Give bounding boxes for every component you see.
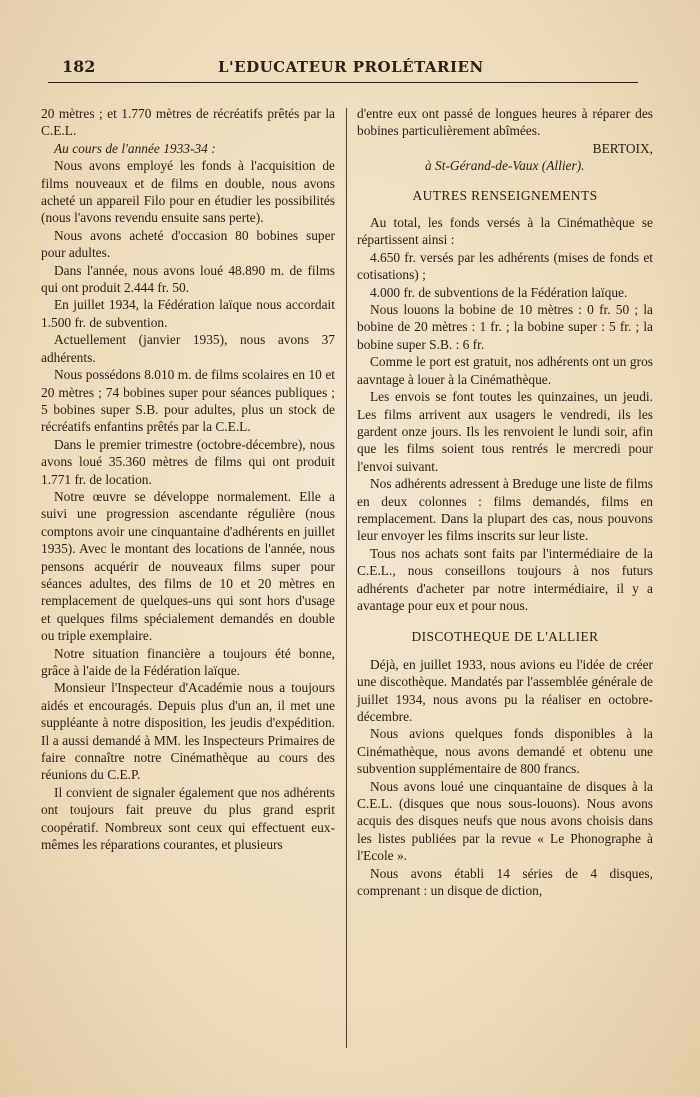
paragraph: d'entre eux ont passé de longues heures à réparer des bobines particulièrement abîmées.: [357, 106, 653, 139]
paragraph: Nous avons établi 14 séries de 4 disques, comprenant : un disque de diction,: [357, 865, 653, 899]
paragraph: Nous possédons 8.010 m. de films scolaires en 10 et 20 mètres ; 74 bobines super pour séances publiques ; 5 bobines super S.B. pour adultes, plus un stock de récréatifs enfantins prêtés par la C.E.L.: [41, 367, 335, 435]
section-title-autres-renseignements: AUTRES RENSEIGNEMENTS: [412, 187, 598, 203]
paragraph: En juillet 1934, la Fédération laïque nous accordait 1.500 fr. de subvention.: [41, 297, 335, 330]
paragraph: Notre œuvre se développe normalement. Elle a suivi une progression ascendante régulière (nous comptons avoir une cinquantaine d'adhérents en juillet 1935). Avec le montant des locations de l'année, nous pensons acquérir de nouveaux films super pour séances adultes, des films de 10 et 20 mètres en remplacement de quelques-uns qui sont hors d'usage et quelques films spécialement demandés en double ou triple exemplaire.: [41, 488, 335, 644]
paragraph: Comme le port est gratuit, nos adhérents ont un gros aavntage à louer à la Cinémathèque.: [357, 354, 653, 387]
paragraph: Il convient de signaler également que nos adhérents ont toujours fait preuve du plus grand esprit coopératif. Nombreux sont ceux qui effectuent eux-mêmes les réparations courantes, et plusieurs: [41, 784, 335, 853]
page-header: [48, 54, 638, 83]
paragraph: Nous avons loué une cinquantaine de disques à la C.E.L. (disques que nous sous-louons). Nous avons acquis des disques neufs que nous avons choisis dans les listes publiées par la revue « Le Phonographe à l'Ecole ».: [357, 778, 653, 864]
paragraph: Nos adhérents adressent à Breduge une liste de films en deux colonnes : films demandés, films en remplacement. Dans la plupart des cas, nous pouvons leur envoyer les films inscrits sur leur liste.: [357, 476, 653, 544]
paragraph: Actuellement (janvier 1935), nous avons 37 adhérents.: [41, 332, 335, 365]
paragraph: Dans l'année, nous avons loué 48.890 m. de films qui ont produit 2.444 fr. 50.: [41, 262, 335, 296]
author-name: BERTOIX,: [592, 140, 653, 156]
paragraph: Déjà, en juillet 1933, nous avions eu l'idée de créer une discothèque. Mandatés par l'assemblée générale de juillet 1934, nous avons pu la réaliser en octobre-décembre.: [357, 656, 653, 724]
right-column: [357, 105, 653, 899]
paragraph: 4.000 fr. de subventions de la Fédération laïque.: [370, 284, 628, 300]
subheading-year: Au cours de l'année 1933-34 :: [54, 140, 216, 156]
paragraph: Nous louons la bobine de 10 mètres : 0 fr. 50 ; la bobine de 20 mètres : 1 fr. ; la bobine super : 5 fr. ; la bobine super S.B. : 6 fr.: [357, 302, 653, 352]
paragraph: Monsieur l'Inspecteur d'Académie nous a toujours aidés et encouragés. Depuis plus d'un an, il met une suppléante à notre disposition, les jeudis d'expédition. Il a aussi demandé à MM. les Inspecteurs Primaires de faire connaître notre Cinémathèque au cours des réunions du C.E.P.: [41, 680, 335, 783]
left-column: [41, 105, 335, 853]
paragraph: Tous nos achats sont faits par l'intermédiaire de la C.E.L., nous conseillons toujours à nos futurs adhérents d'acheter par notre intermédiaire, il y a avantage pour eux et pour nous.: [357, 545, 653, 613]
journal-title: L'EDUCATEUR PROLÉTARIEN: [218, 58, 484, 76]
author-location: à St-Gérand-de-Vaux (Allier).: [425, 158, 585, 174]
paragraph: Dans le premier trimestre (octobre-décembre), nous avons loué 35.360 mètres de films qui ont produit 1.771 fr. de location.: [41, 436, 335, 487]
paragraph: Au total, les fonds versés à la Cinémathèque se répartissent ainsi :: [357, 215, 653, 248]
column-divider: [346, 108, 347, 1048]
page-number: 182: [62, 57, 96, 76]
section-title-discotheque: DISCOTHEQUE DE L'ALLIER: [411, 629, 599, 645]
paragraph: 4.650 fr. versés par les adhérents (mises de fonds et cotisations) ;: [357, 249, 653, 283]
paragraph: 20 mètres ; et 1.770 mètres de récréatifs prêtés par la C.E.L.: [41, 106, 335, 139]
paragraph: Les envois se font toutes les quinzaines, un jeudi. Les films arrivent aux usagers le vendredi, ils les gardent onze jours. Ils les renvoient le lundi soir, afin que les films soient tous rentrés le mercredi pour l'envoi suivant.: [357, 389, 653, 474]
paragraph: Nous avions quelques fonds disponibles à la Cinémathèque, nous avons demandé et obtenu une subvention supplémentaire de 800 francs.: [357, 726, 653, 777]
paragraph: Notre situation financière a toujours été bonne, grâce à l'aide de la Fédération laïque.: [41, 645, 335, 678]
paragraph: Nous avons employé les fonds à l'acquisition de films nouveaux et de films en double, nous avons acheté un appareil Filo pour en étudier les possibilités (nous l'avons revendu ensuite sans perte).: [41, 158, 335, 226]
paragraph: Nous avons acheté d'occasion 80 bobines super pour adultes.: [41, 227, 335, 261]
author-signature: [357, 140, 653, 157]
